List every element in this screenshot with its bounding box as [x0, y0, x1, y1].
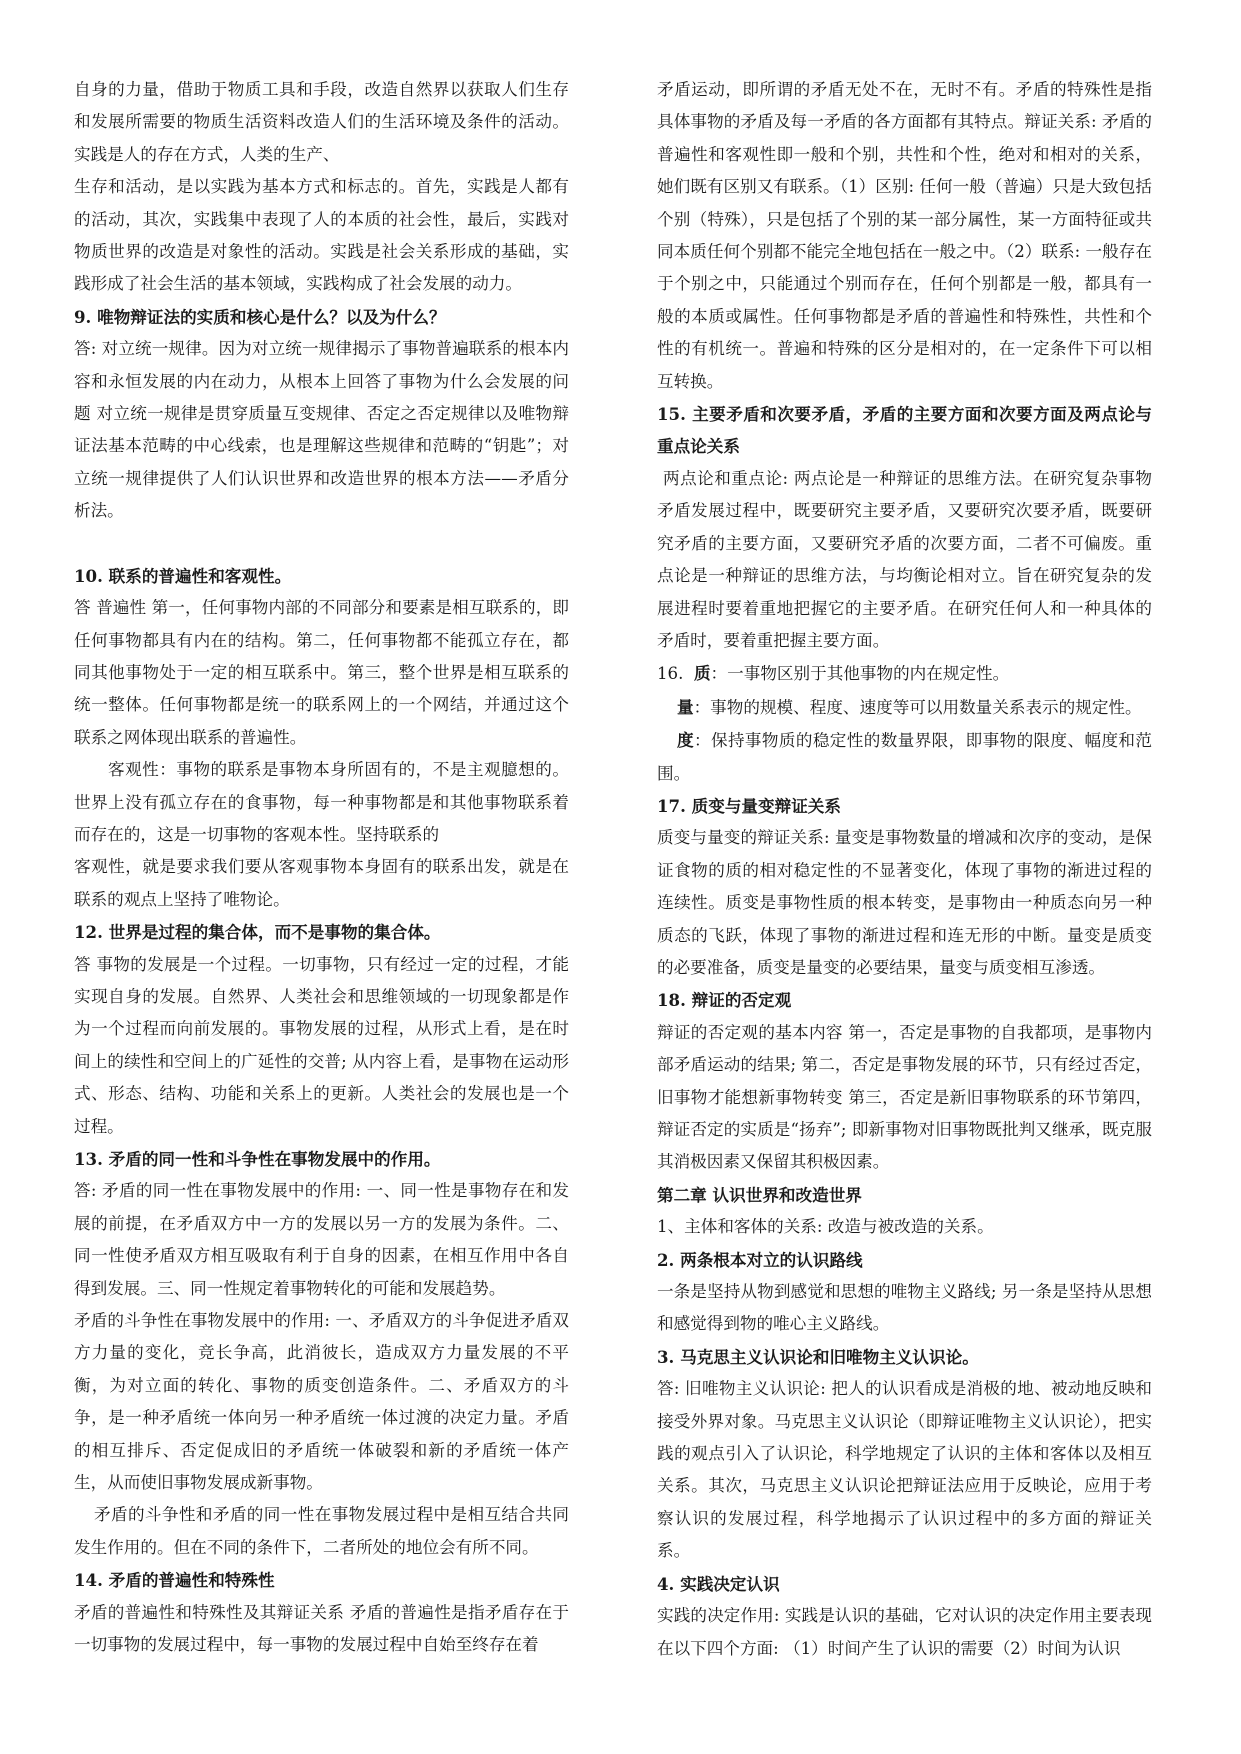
definition-quantity: [657, 691, 1152, 724]
paragraph: 客观性，就是要求我们要从客观事物本身固有的联系出发，就是在联系的观点上坚持了唯物论。: [74, 857, 569, 909]
paragraph: 自身的力量，借助于物质工具和手段，改造自然界以获取人们生存和发展所需要的物质生活资料改造人们的生活环境及条件的活动。实践是人的存在方式，人类的生产、: [74, 80, 569, 164]
definition-degree: [657, 724, 1152, 790]
term-quantity: 量: [677, 696, 694, 717]
paragraph: 矛盾运动，即所谓的矛盾无处不在，无时不有。矛盾的特殊性是指具体事物的矛盾及每一矛盾的各方面都有其特点。辩证关系: 矛盾的普遍性和客观性即一般和个别，共性和个性，绝对和相对的关系，她们既有区别又有联系。（1）区别: 任何一般（普遍）只是大致包括个别（特殊），只是包括了个别的某一部分属性，某一方面特征或共同本质任何个别都不能完全地包括在一般之中。（2）联系: 一般存在于个别之中，只能通过个别而存在，任何个别都是一般，都具有一般的本质或属性。任何事物都是矛盾的普遍性和特殊性，共性和个性的有机统一。普遍和特殊的区分是相对的，在一定条件下可以相互转换。: [657, 80, 1152, 391]
question-heading-17: 17. 质变与量变辩证关系: [657, 795, 841, 816]
paragraph: 矛盾的斗争性在事物发展中的作用: 一、矛盾双方的斗争促进矛盾双方力量的变化，竞长争高，此消彼长，造成双方力量发展的不平衡，为对立面的转化、事物的质变创造条件。二、矛盾双方的斗争，是一种矛盾统一体向另一种矛盾统一体过渡的决定力量。矛盾的相互排斥、否定促成旧的矛盾统一体破裂和新的矛盾统一体产生，从而使旧事物发展成新事物。: [74, 1311, 569, 1493]
question-heading-10: 10. 联系的普遍性和客观性。: [74, 565, 292, 586]
question-heading-15: 15. 主要矛盾和次要矛盾，矛盾的主要方面和次要方面及两点论与重点论关系: [657, 404, 1152, 457]
paragraph: 1、主体和客体的关系: 改造与被改造的关系。: [657, 1217, 994, 1237]
paragraph: 质变与量变的辩证关系: 量变是事物数量的增减和次序的变动，是保证食物的质的相对稳定性的不显著变化，体现了事物的渐进过程的连续性。质变是事物性质的根本转变，是事物由一种质态向另一种质态的飞跃，体现了事物的渐进过程和连无形的中断。量变是质变的必要准备，质变是量变的必要结果，量变与质变相互渗透。: [657, 828, 1152, 977]
paragraph: 一条是坚持从物到感觉和思想的唯物主义路线; 另一条是坚持从思想和感觉得到物的唯心主义路线。: [657, 1282, 1152, 1334]
question-heading-4: 4. 实践决定认识: [657, 1573, 780, 1594]
question-heading-13: 13. 矛盾的同一性和斗争性在事物发展中的作用。: [74, 1149, 441, 1169]
right-column: [657, 74, 1152, 1665]
definition-text: ：一事物区别于其他事物的内在规定性。: [710, 664, 1010, 684]
chapter-heading: 第二章 认识世界和改造世界: [657, 1184, 862, 1205]
answer-paragraph: 答 事物的发展是一个过程。一切事物，只有经过一定的过程，才能实现自身的发展。自然界、人类社会和思维领域的一切现象都是作为一个过程而向前发展的。事物发展的过程，从形式上看，是在时间上的续性和空间上的广延性的交普; 从内容上看，是事物在运动形式、形态、结构、功能和关系上的更新。人类社会的发展也是一个过程。: [74, 954, 569, 1136]
term-degree: 度: [677, 730, 694, 751]
question-heading-14: 14. 矛盾的普遍性和特殊性: [74, 1570, 275, 1591]
answer-paragraph: 答: 矛盾的同一性在事物发展中的作用: 一、同一性是事物存在和发展的前提，在矛盾双方中一方的发展以另一方的发展为条件。二、同一性使矛盾双方相互吸取有利于自身的因素，在相互作用中各自得到发展。三、同一性规定着事物转化的可能和发展趋势。: [74, 1181, 569, 1298]
answer-paragraph: 两点论和重点论: 两点论是一种辩证的思维方法。在研究复杂事物矛盾发展过程中，既要研究主要矛盾，又要研究次要矛盾，既要研究矛盾的主要方面，又要研究矛盾的次要方面，二者不可偏废。重点论是一种辩证的思维方法，与均衡论相对立。旨在研究复杂的发展进程时要着重地把握它的主要矛盾。在研究任何人和一种具体的矛盾时，要着重把握主要方面。: [657, 468, 1152, 650]
paragraph: 矛盾的普遍性和特殊性及其辩证关系 矛盾的普遍性是指矛盾存在于一切事物的发展过程中，每一事物的发展过程中自始至终存在着: [74, 1602, 569, 1655]
paragraph: 矛盾的斗争性和矛盾的同一性在事物发展过程中是相互结合共同发生作用的。但在不同的条件下，二者所处的地位会有所不同。: [74, 1505, 569, 1557]
paragraph: 生存和活动，是以实践为基本方式和标志的。首先，实践是人都有的活动，其次，实践集中表现了人的本质的社会性，最后，实践对物质世界的改造是对象性的活动。实践是社会关系形成的基础，实践形成了社会生活的基本领域，实践构成了社会发展的动力。: [74, 177, 569, 294]
answer-paragraph: 答: 对立统一规律。因为对立统一规律揭示了事物普遍联系的根本内容和永恒发展的内在动力，从根本上回答了事物为什么会发展的问题 对立统一规律是贯穿质量互变规律、否定之否定规律以及唯物辩证法基本范畴的中心线索，也是理解这些规律和范畴的“钥匙”；对立统一规律提供了人们认识世界和改造世界的根本方法——矛盾分析法。: [74, 339, 569, 521]
question-heading-9: 9. 唯物辩证法的实质和核心是什么？以及为什么？: [74, 306, 446, 327]
left-column: [74, 74, 569, 1662]
question-heading-3: 3. 马克思主义认识论和旧唯物主义认识论。: [657, 1346, 979, 1367]
answer-paragraph: 答: 旧唯物主义认识论: 把人的认识看成是消极的地、被动地反映和接受外界对象。马克思主义认识论（即辩证唯物主义认识论），把实践的观点引入了认识论，科学地规定了认识的主体和客体以及相互关系。其次，马克思主义认识论把辩证法应用于反映论，应用于考察认识的发展过程，科学地揭示了认识过程中的多方面的辩证关系。: [657, 1379, 1152, 1561]
answer-paragraph: 答 普遍性 第一，任何事物内部的不同部分和要素是相互联系的，即任何事物都具有内在的结构。第二，任何事物都不能孤立存在，都同其他事物处于一定的相互联系中。第三，整个世界是相互联系的统一整体。任何事物都是统一的联系网上的一个网结，并通过这个联系之网体现出联系的普遍性。: [74, 598, 569, 747]
paragraph: 客观性：事物的联系是事物本身所固有的，不是主观臆想的。世界上没有孤立存在的食事物，每一种事物都是和其他事物联系着而存在的，这是一切事物的客观本性。坚持联系的: [74, 760, 569, 844]
definition-quality: [657, 657, 1152, 690]
spacer: [74, 528, 569, 560]
definition-text: ：事物的规模、程度、速度等可以用数量关系表示的规定性。: [693, 697, 1142, 717]
paragraph: 实践的决定作用: 实践是认识的基础，它对认识的决定作用主要表现在以下四个方面: （1）时间产生了认识的需要（2）时间为认识: [657, 1606, 1152, 1658]
question-heading-12: 12. 世界是过程的集合体，而不是事物的集合体。: [74, 922, 441, 943]
question-heading-18: 18. 辩证的否定观: [657, 990, 792, 1011]
definition-text: ：保持事物质的稳定性的数量界限，即事物的限度、幅度和范围。: [657, 731, 1153, 783]
question-heading-2: 2. 两条根本对立的认识路线: [657, 1249, 863, 1270]
term-quality: 质: [693, 663, 711, 684]
paragraph: 辩证的否定观的基本内容 第一，否定是事物的自我都项，是事物内部矛盾运动的结果; 第二，否定是事物发展的环节，只有经过否定，旧事物才能想新事物转变 第三，否定是新旧事物联系的环节第四，辩证否定的实质是“扬弃”; 即新事物对旧事物既批判又继承，既克服其消极因素又保留其积极因素。: [657, 1022, 1152, 1172]
item-number: 16.: [657, 664, 684, 684]
